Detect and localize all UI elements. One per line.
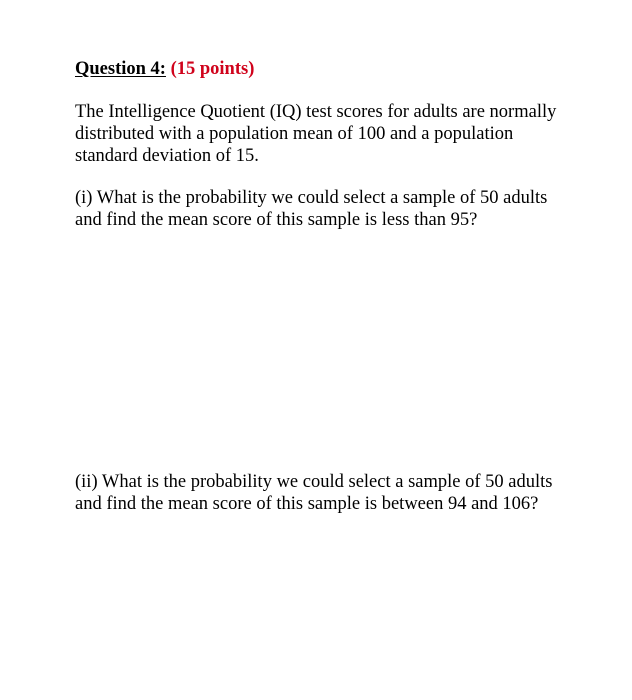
question-label: Question 4: <box>75 59 166 79</box>
question-heading <box>75 57 254 81</box>
question-part-ii: (ii) What is the probability we could select a sample of 50 adults and find the mean score of this sample is between 94 and 106? <box>75 472 553 514</box>
question-points: (15 points) <box>170 59 255 79</box>
question-part-i: (i) What is the probability we could select a sample of 50 adults and find the mean score of this sample is less than 95? <box>75 188 548 230</box>
question-intro: The Intelligence Quotient (IQ) test scores for adults are normally distributed with a population mean of 100 and a population standard deviation of 15. <box>75 102 557 166</box>
